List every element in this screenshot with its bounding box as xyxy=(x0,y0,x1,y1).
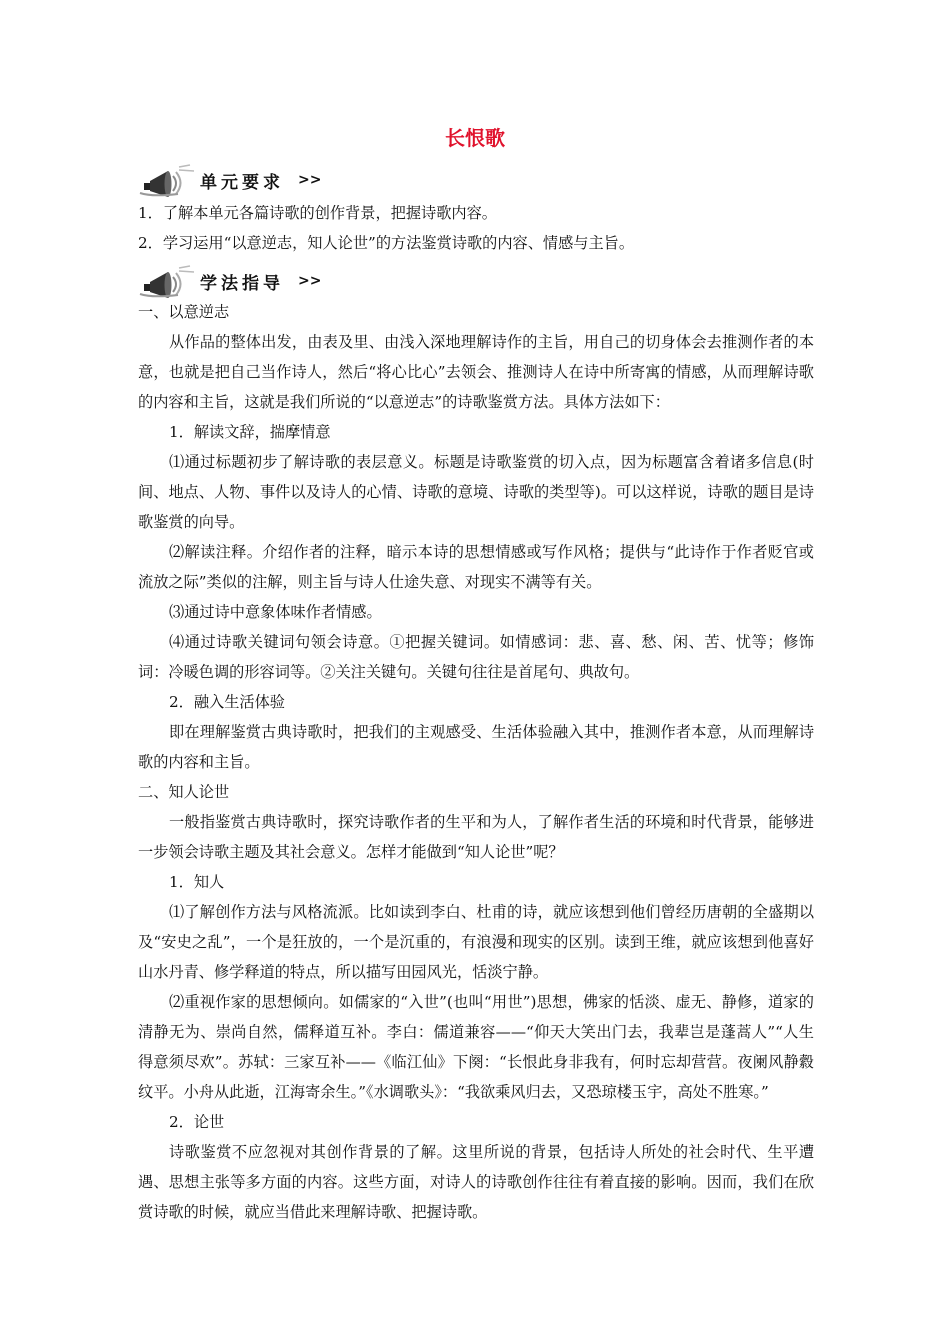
subheading: 一、以意逆志 xyxy=(138,303,230,321)
paragraph: 诗歌鉴赏不应忽视对其创作背景的了解。这里所说的背景，包括诗人所处的社会时代、生平遭遇、思想主张等多方面的内容。这些方面，对诗人的诗歌创作往往有着直接的影响。因而，我们在欣赏诗歌的时候，就应当借此来理解诗歌、把握诗歌。 xyxy=(138,1143,814,1221)
subheading: 2．融入生活体验 xyxy=(169,693,285,711)
megaphone-icon xyxy=(138,163,198,197)
subheading: 二、知人论世 xyxy=(138,783,230,801)
paragraph: 一般指鉴赏古典诗歌时，探究诗歌作者的生平和为人，了解作者生活的环境和时代背景，能够进一步领会诗歌主题及其社会意义。怎样才能做到“知人论世”呢？ xyxy=(138,813,814,861)
paragraph: ⑶通过诗中意象体味作者情感。 xyxy=(169,603,382,621)
paragraph: ⑴通过标题初步了解诗歌的表层意义。标题是诗歌鉴赏的切入点，因为标题富含着诸多信息(时间、地点、人物、事件以及诗人的心情、诗歌的意境、诗歌的类型等)。可以这样说，诗歌的题目是诗歌鉴赏的向导。 xyxy=(138,453,814,531)
subheading: 2．论世 xyxy=(169,1113,225,1131)
section-arrows: >> xyxy=(298,172,322,188)
section-heading: 学法指导 xyxy=(200,274,284,294)
paragraph: ⑵解读注释。介绍作者的注释，暗示本诗的思想情感或写作风格；提供与“此诗作于作者贬官或流放之际”类似的注解，则主旨与诗人仕途失意、对现实不满等有关。 xyxy=(138,543,814,591)
section-heading: 单元要求 xyxy=(200,173,284,193)
section-header-study-guide xyxy=(138,264,398,298)
paragraph: ⑷通过诗歌关键词句领会诗意。①把握关键词。如情感词：悲、喜、愁、闲、苦、忧等；修饰词：冷暖色调的形容词等。②关注关键句。关键句往往是首尾句、典故句。 xyxy=(138,633,814,681)
document-title: 长恨歌 xyxy=(445,126,505,150)
study-guide-body xyxy=(138,297,814,1227)
paragraph: 从作品的整体出发，由表及里、由浅入深地理解诗作的主旨，用自己的切身体会去推测作者的本意，也就是把自己当作诗人，然后“将心比心”去领会、推测诗人在诗中所寄寓的情感，从而理解诗歌的内容和主旨，这就是我们所说的“以意逆志”的诗歌鉴赏方法。具体方法如下： xyxy=(138,333,814,411)
paragraph: 即在理解鉴赏古典诗歌时，把我们的主观感受、生活体验融入其中，推测作者本意，从而理解诗歌的内容和主旨。 xyxy=(138,723,814,771)
megaphone-icon xyxy=(138,264,198,298)
paragraph: ⑵重视作家的思想倾向。如儒家的“入世”(也叫“用世”)思想，佛家的恬淡、虚无、静修，道家的清静无为、崇尚自然，儒释道互补。李白：儒道兼容——“仰天大笑出门去，我辈岂是蓬蒿人”“人生得意须尽欢”。苏轼：三家互补——《临江仙》下阕：“长恨此身非我有，何时忘却营营。夜阑风静縠纹平。小舟从此逝，江海寄余生。”《水调歌头》：“我欲乘风归去，又恐琼楼玉宇，高处不胜寒。” xyxy=(138,993,814,1101)
paragraph: ⑴了解创作方法与风格流派。比如读到李白、杜甫的诗，就应该想到他们曾经历唐朝的全盛期以及“安史之乱”，一个是狂放的，一个是沉重的，有浪漫和现实的区别。读到王维，就应该想到他喜好山水丹青、修学释道的特点，所以描写田园风光，恬淡宁静。 xyxy=(138,903,814,981)
unit-requirements-list xyxy=(138,198,814,258)
section-header-unit-requirements xyxy=(138,163,398,197)
subheading: 1．知人 xyxy=(169,873,225,891)
requirement-item: 2．学习运用“以意逆志，知人论世”的方法鉴赏诗歌的内容、情感与主旨。 xyxy=(138,234,635,252)
subheading: 1．解读文辞，揣摩情意 xyxy=(169,423,331,441)
section-arrows: >> xyxy=(298,273,322,289)
requirement-item: 1．了解本单元各篇诗歌的创作背景，把握诗歌内容。 xyxy=(138,204,497,222)
